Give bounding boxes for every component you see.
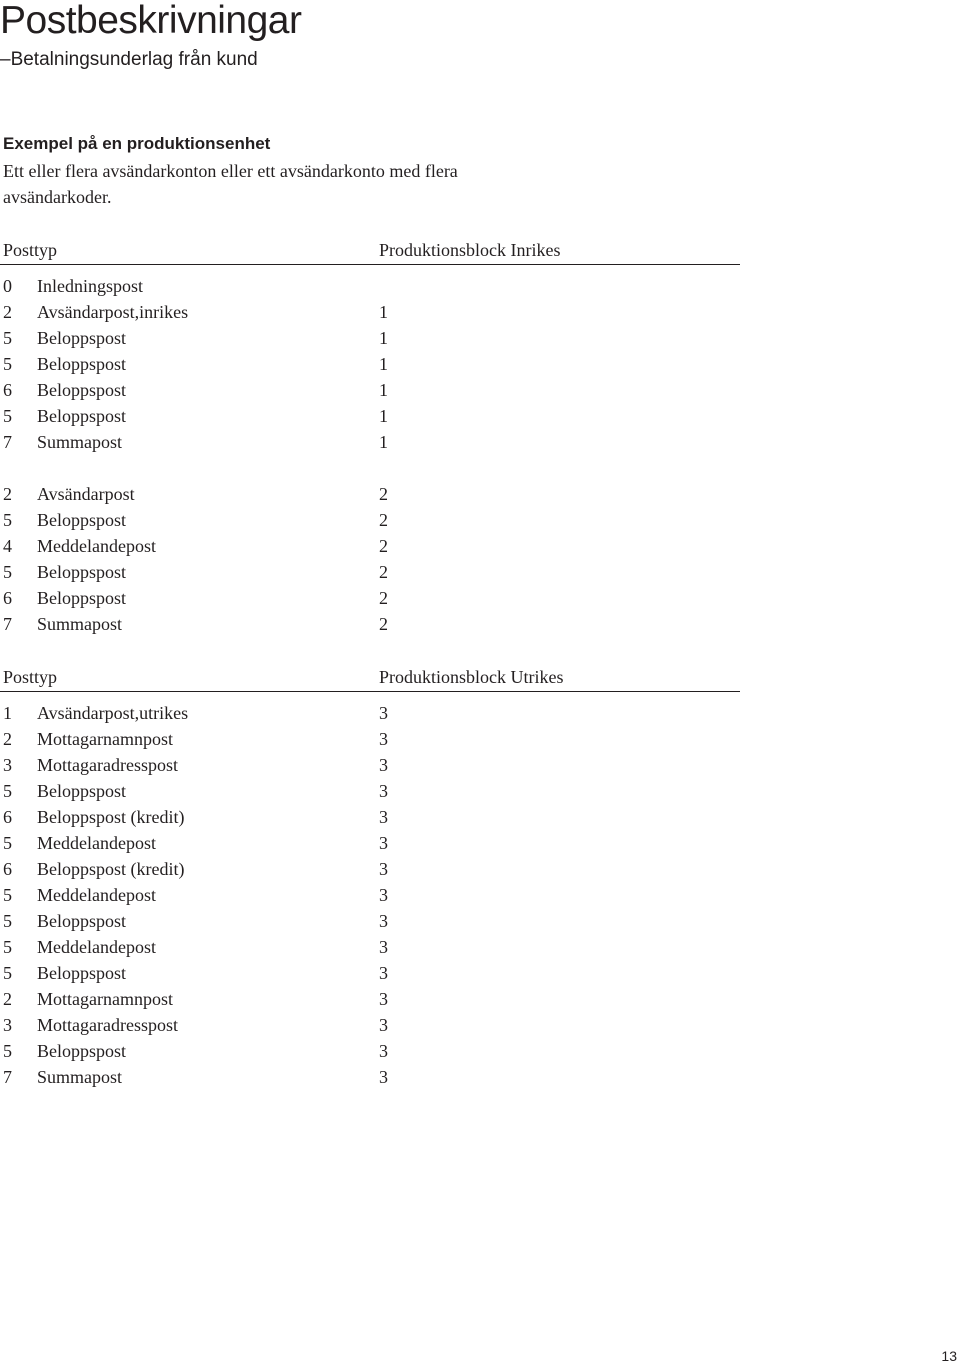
table-row [0,986,740,1012]
posttyp-name: Beloppspost [37,406,127,426]
example-description: Ett eller flera avsändarkonton eller ett avsändarkonto med flera avsändarkoder. [3,161,458,207]
posttyp-code: 6 [3,588,12,608]
table-row [0,830,740,856]
posttyp-name: Inledningspost [37,276,143,296]
posttyp-code: 1 [3,703,12,723]
posttyp-code: 6 [3,807,12,827]
table-row [0,429,740,455]
produktionsblock-number: 3 [379,885,388,905]
column-header-produktionsblock: Produktionsblock Inrikes [379,240,561,260]
table-row [0,611,740,637]
posttyp-name: Meddelandepost [37,937,156,957]
produktionsblock-number: 3 [379,1041,388,1061]
posttyp-name: Summapost [37,1067,123,1087]
table-row [0,507,740,533]
produktionsblock-number: 3 [379,781,388,801]
posttyp-code: 5 [3,406,12,426]
produktionsblock-number: 3 [379,755,388,775]
produktionsblock-number: 3 [379,1067,388,1087]
posttyp-name: Beloppspost [37,328,127,348]
table-row [0,882,740,908]
posttyp-name: Beloppspost (kredit) [37,859,185,879]
inrikes-table-header [0,236,740,265]
produktionsblock-number: 1 [379,328,388,348]
posttyp-code: 5 [3,885,12,905]
posttyp-name: Beloppspost [37,354,127,374]
posttyp-code: 2 [3,302,12,322]
produktionsblock-number: 3 [379,963,388,983]
table-row [0,778,740,804]
posttyp-name: Summapost [37,614,123,634]
inrikes-table [0,236,740,637]
page-number: 13 [941,1348,957,1364]
table-row [0,1038,740,1064]
posttyp-code: 5 [3,354,12,374]
table-row [0,726,740,752]
produktionsblock-number: 3 [379,703,388,723]
table-row [0,908,740,934]
table-row [0,559,740,585]
produktionsblock-number: 1 [379,302,388,322]
posttyp-code: 7 [3,614,12,634]
posttyp-name: Meddelandepost [37,536,156,556]
posttyp-code: 5 [3,833,12,853]
posttyp-code: 0 [3,276,12,296]
produktionsblock-number: 2 [379,484,388,504]
posttyp-code: 4 [3,536,12,556]
produktionsblock-number: 2 [379,536,388,556]
table-row [0,934,740,960]
posttyp-code: 5 [3,562,12,582]
example-heading: Exempel på en produktionsenhet [3,134,271,153]
posttyp-code: 7 [3,1067,12,1087]
posttyp-code: 2 [3,989,12,1009]
posttyp-name: Beloppspost [37,562,127,582]
table-row [0,481,740,507]
table-row [0,351,740,377]
posttyp-name: Mottagarnamnpost [37,729,173,749]
produktionsblock-number: 3 [379,729,388,749]
posttyp-name: Beloppspost (kredit) [37,807,185,827]
posttyp-name: Avsändarpost [37,484,135,504]
posttyp-code: 5 [3,328,12,348]
table-row [0,403,740,429]
posttyp-name: Beloppspost [37,380,127,400]
posttyp-name: Meddelandepost [37,885,156,905]
posttyp-name: Meddelandepost [37,833,156,853]
posttyp-name: Beloppspost [37,510,127,530]
posttyp-name: Beloppspost [37,588,127,608]
posttyp-name: Summapost [37,432,123,452]
posttyp-name: Mottagarnamnpost [37,989,173,1009]
produktionsblock-number: 3 [379,807,388,827]
page-subtitle: –Betalningsunderlag från kund [0,49,258,70]
table-row [0,533,740,559]
produktionsblock-number: 3 [379,911,388,931]
produktionsblock-number: 1 [379,354,388,374]
produktionsblock-number: 2 [379,510,388,530]
posttyp-code: 5 [3,911,12,931]
utrikes-table [0,663,740,1090]
posttyp-name: Mottagaradresspost [37,1015,178,1035]
produktionsblock-number: 3 [379,859,388,879]
posttyp-code: 3 [3,1015,12,1035]
table-row [0,960,740,986]
posttyp-code: 2 [3,729,12,749]
table-row [0,325,740,351]
posttyp-name: Mottagaradresspost [37,755,178,775]
inrikes-rows [0,265,740,637]
posttyp-name: Avsändarpost,inrikes [37,302,189,322]
produktionsblock-number: 1 [379,432,388,452]
posttyp-code: 6 [3,380,12,400]
table-row [0,1012,740,1038]
posttyp-code: 5 [3,1041,12,1061]
column-header-posttyp: Posttyp [3,240,58,260]
posttyp-code: 5 [3,781,12,801]
posttyp-code: 6 [3,859,12,879]
produktionsblock-number: 2 [379,614,388,634]
produktionsblock-number: 3 [379,937,388,957]
produktionsblock-number: 3 [379,833,388,853]
posttyp-code: 2 [3,484,12,504]
table-row [0,752,740,778]
table-row [0,700,740,726]
table-row [0,377,740,403]
posttyp-code: 5 [3,510,12,530]
produktionsblock-number: 1 [379,380,388,400]
table-row [0,804,740,830]
table-row [0,299,740,325]
posttyp-name: Beloppspost [37,1041,127,1061]
posttyp-name: Avsändarpost,utrikes [37,703,189,723]
produktionsblock-number: 2 [379,562,388,582]
produktionsblock-number: 2 [379,588,388,608]
posttyp-name: Beloppspost [37,963,127,983]
table-row [0,856,740,882]
utrikes-rows [0,692,740,1090]
posttyp-code: 5 [3,963,12,983]
posttyp-code: 5 [3,937,12,957]
table-row [0,1064,740,1090]
utrikes-table-header [0,663,740,692]
posttyp-name: Beloppspost [37,911,127,931]
produktionsblock-number: 1 [379,406,388,426]
page-title: Postbeskrivningar [0,0,302,42]
column-header-posttyp: Posttyp [3,667,58,687]
posttyp-name: Beloppspost [37,781,127,801]
produktionsblock-number: 3 [379,1015,388,1035]
produktionsblock-number: 3 [379,989,388,1009]
table-row [0,585,740,611]
column-header-produktionsblock: Produktionsblock Utrikes [379,667,564,687]
table-row [0,273,740,299]
posttyp-code: 3 [3,755,12,775]
posttyp-code: 7 [3,432,12,452]
